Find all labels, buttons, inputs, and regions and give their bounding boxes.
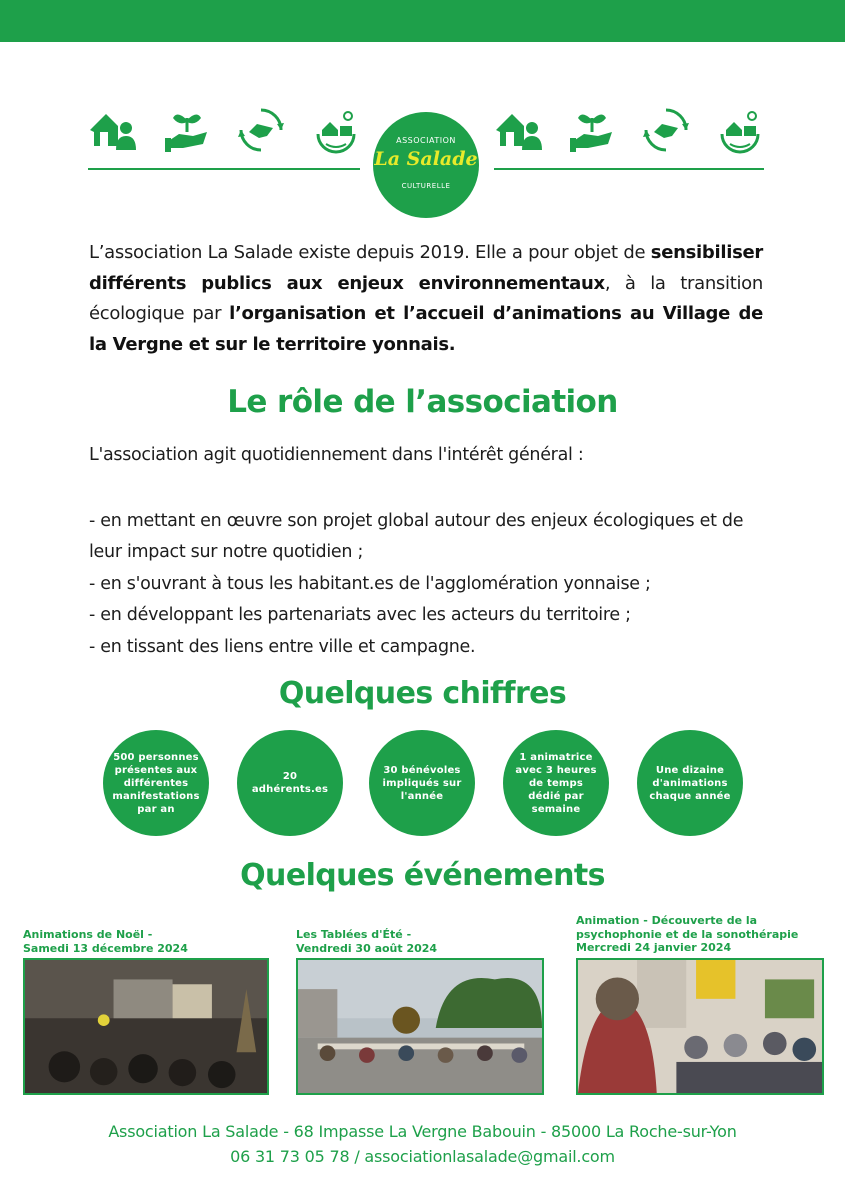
figures-row [103,730,745,838]
logo-name: La Salade [374,148,478,170]
figure-circle [237,730,343,836]
house-person-icon [88,106,136,154]
intro-text-1: L’association La Salade existe depuis 2019. Elle a pour objet de [89,242,651,263]
plant-hand-icon [568,106,616,154]
figure-circle [637,730,743,836]
event-photo-sonotherapie [576,958,824,1095]
event-caption: Animation - Découverte de la psychophonie et de la sonothérapie Mercredi 24 janvier 2024 [576,914,799,954]
event-photo-noel [23,958,269,1095]
role-lead: L'association agit quotidiennement dans l'intérêt général : [89,445,584,465]
figure-text: 20 adhérents.es [251,771,329,795]
intro-text-2: , à la transition écologique par [89,272,763,324]
association-logo [373,112,479,218]
role-list [89,440,779,663]
event-caption: Animations de Noël - Samedi 13 décembre 2024 [23,928,188,955]
intro-bold-1: sensibiliser différents publics aux enjeux environnementaux [89,242,763,294]
theme-icons-left [88,104,360,156]
role-heading: Le rôle de l’association [227,384,618,420]
event-caption: Les Tablées d'Été - Vendredi 30 août 2024 [296,928,438,955]
handshake-recycle-icon [642,106,690,154]
role-item: - en s'ouvrant à tous les habitant.es de l'agglomération yonnaise ; [89,573,651,594]
event-photo-tablees [296,958,544,1095]
village-globe-icon [716,106,764,154]
role-item: - en développant les partenariats avec les acteurs du territoire ; [89,605,631,625]
logo-top-text: ASSOCIATION [396,136,456,145]
footer-address: Association La Salade - 68 Impasse La Vergne Babouin - 85000 La Roche-sur-Yon [108,1122,737,1141]
figure-circle [369,730,475,836]
top-banner [0,0,845,42]
event-card [296,928,544,1096]
role-item: - en tissant des liens entre ville et campagne. [89,636,476,657]
intro-paragraph [89,238,763,360]
intro-bold-2: l’organisation et l’accueil d’animations au Village de la Vergne et sur le territoire yonnais. [89,303,763,355]
figure-circle [103,730,209,836]
logo-bottom-text: CULTURELLE [401,182,451,190]
role-item: - en mettant en œuvre son projet global autour des enjeux écologiques et de leur impact sur notre quotidien ; [89,510,744,562]
figure-circle [503,730,609,836]
divider-left [88,168,360,170]
house-person-icon [494,106,542,154]
figure-text: 500 personnes présentes aux différentes manifestations par an [112,751,200,815]
divider-right [494,168,764,170]
figure-text: 1 animatrice avec 3 heures de temps dédié par semaine [515,751,597,815]
figures-heading: Quelques chiffres [278,676,567,711]
event-card [576,914,824,1096]
events-heading: Quelques événements [240,858,605,893]
theme-icons-right [494,104,764,156]
figure-text: Une dizaine d'animations chaque année [649,764,731,802]
plant-hand-icon [163,106,211,154]
footer-contact[interactable]: 06 31 73 05 78 / associationlasalade@gmail.com [230,1147,615,1166]
figure-text: 30 bénévoles impliqués sur l'année [382,764,462,802]
village-globe-icon [312,106,360,154]
event-card [23,928,269,1096]
handshake-recycle-icon [237,106,285,154]
